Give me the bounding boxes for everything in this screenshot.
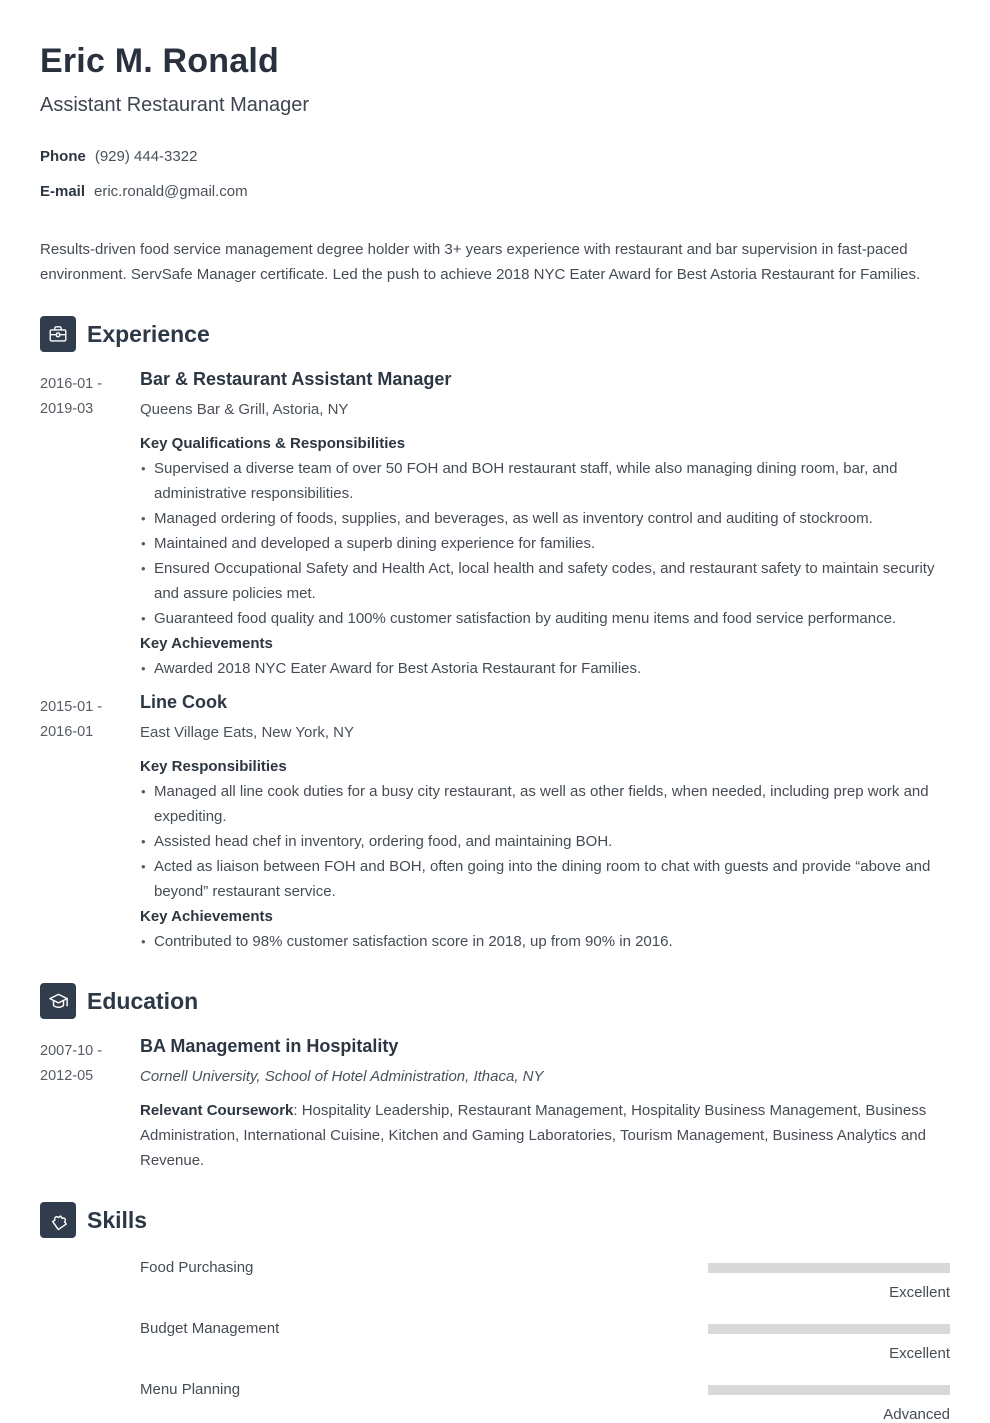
phone-value: (929) 444-3322 [94, 148, 198, 165]
skill-name: Menu Planning [140, 1381, 241, 1398]
email-value: eric.ronald@gmail.com [94, 183, 248, 200]
date-to: 2012-05 [40, 1068, 94, 1084]
candidate-role: Assistant Restaurant Manager [40, 94, 310, 116]
coursework [140, 1098, 950, 1173]
contact-phone-row [40, 148, 950, 165]
skill-level: Excellent [889, 1284, 950, 1301]
responsibilities-heading: Key Responsibilities [140, 758, 287, 775]
education-entry-dates [40, 1036, 140, 1173]
education-entry-content [140, 1036, 950, 1173]
job-company: Queens Bar & Grill, Astoria, NY [140, 401, 349, 418]
achievements-heading: Key Achievements [140, 908, 273, 925]
contact-email-row [40, 183, 950, 200]
list-item: • Guaranteed food quality and 100% customer satisfaction by auditing menu items and food service performance. [140, 606, 950, 631]
list-item: • Managed ordering of foods, supplies, and beverages, as well as inventory control and auditing of stockroom. [140, 506, 950, 531]
job-title: Line Cook [140, 692, 228, 712]
puzzle-icon [40, 1202, 76, 1238]
list-item: • Managed all line cook duties for a busy city restaurant, as well as other fields, when needed, including prep work and expediting. [140, 779, 950, 829]
experience-entry-1-content [140, 369, 950, 681]
skill-row-top [140, 1320, 950, 1337]
date-from: 2007-10 - [40, 1043, 103, 1059]
skill-row-top [140, 1259, 950, 1276]
date-to: 2019-03 [40, 401, 94, 417]
date-to: 2016-01 [40, 724, 94, 740]
list-item: • Ensured Occupational Safety and Health Act, local health and safety codes, and restaurant safety to maintain security and assure policies met. [140, 556, 950, 606]
experience-entry-1-dates [40, 369, 140, 681]
contact-block [40, 148, 950, 200]
list-item: • Acted as liaison between FOH and BOH, often going into the dining room to chat with guests and provide “above and beyond” restaurant service. [140, 854, 950, 904]
professional-summary: Results-driven food service management degree holder with 3+ years experience with restaurant and bar supervision in fast-paced environment. ServSafe Manager certificate. Led the push to achieve 2018 NYC Eater Award for Best Astoria Restaurant for Families. [40, 241, 921, 283]
email-label: E-mail [40, 183, 86, 200]
job-title: Bar & Restaurant Assistant Manager [140, 369, 452, 389]
list-item: • Contributed to 98% customer satisfaction score in 2018, up from 90% in 2016. [140, 929, 950, 954]
skills-section-header [40, 1202, 950, 1238]
graduation-cap-icon [40, 983, 76, 1019]
candidate-name: Eric M. Ronald [40, 42, 279, 80]
list-item: • Supervised a diverse team of over 50 FOH and BOH restaurant staff, while also managing dining room, bar, and administrative responsibilities. [140, 456, 950, 506]
experience-entry-2-dates [40, 692, 140, 954]
skill-bar [708, 1385, 950, 1395]
experience-section-header [40, 316, 950, 352]
resume-header [40, 42, 950, 287]
degree-title: BA Management in Hospitality [140, 1036, 399, 1056]
responsibilities-heading: Key Qualifications & Responsibilities [140, 435, 406, 452]
skill-row [140, 1259, 950, 1301]
skill-row [140, 1320, 950, 1362]
experience-entry-2 [40, 692, 950, 954]
responsibilities-list [140, 456, 950, 631]
skill-row-top [140, 1381, 950, 1398]
coursework-text: : Hospitality Leadership, Restaurant Management, Hospitality Business Management, Business Administration, International Cuisine, Kitchen and Gaming Laboratories, Tourism Management, Business Analytics and Revenue. [140, 1102, 927, 1169]
skill-bar [708, 1263, 950, 1273]
date-from: 2016-01 - [40, 376, 103, 392]
skills-section-title: Skills [87, 1206, 148, 1233]
briefcase-icon [40, 316, 76, 352]
achievements-list [140, 929, 950, 954]
education-section [40, 983, 950, 1173]
responsibilities-list [140, 779, 950, 904]
coursework-label: Relevant Coursework [140, 1102, 294, 1119]
skills-section [40, 1202, 950, 1423]
skill-row [140, 1381, 950, 1423]
skill-level: Excellent [889, 1345, 950, 1362]
date-from: 2015-01 - [40, 699, 103, 715]
experience-section-title: Experience [87, 320, 210, 347]
job-company: East Village Eats, New York, NY [140, 724, 354, 741]
skill-name: Budget Management [140, 1320, 280, 1337]
skill-name: Food Purchasing [140, 1259, 254, 1276]
experience-entry-2-content [140, 692, 950, 954]
skill-bar [708, 1324, 950, 1334]
list-item: • Awarded 2018 NYC Eater Award for Best Astoria Restaurant for Families. [140, 656, 950, 681]
education-section-title: Education [87, 987, 199, 1014]
achievements-list [140, 656, 950, 681]
list-item: • Maintained and developed a superb dining experience for families. [140, 531, 950, 556]
phone-label: Phone [40, 148, 86, 165]
skills-list [40, 1259, 950, 1423]
education-entry [40, 1036, 950, 1173]
experience-section [40, 316, 950, 954]
education-section-header [40, 983, 950, 1019]
achievements-heading: Key Achievements [140, 635, 273, 652]
experience-entry-1 [40, 369, 950, 681]
skill-level: Advanced [883, 1406, 950, 1423]
school-name: Cornell University, School of Hotel Administration, Ithaca, NY [140, 1068, 544, 1085]
list-item: • Assisted head chef in inventory, ordering food, and maintaining BOH. [140, 829, 950, 854]
